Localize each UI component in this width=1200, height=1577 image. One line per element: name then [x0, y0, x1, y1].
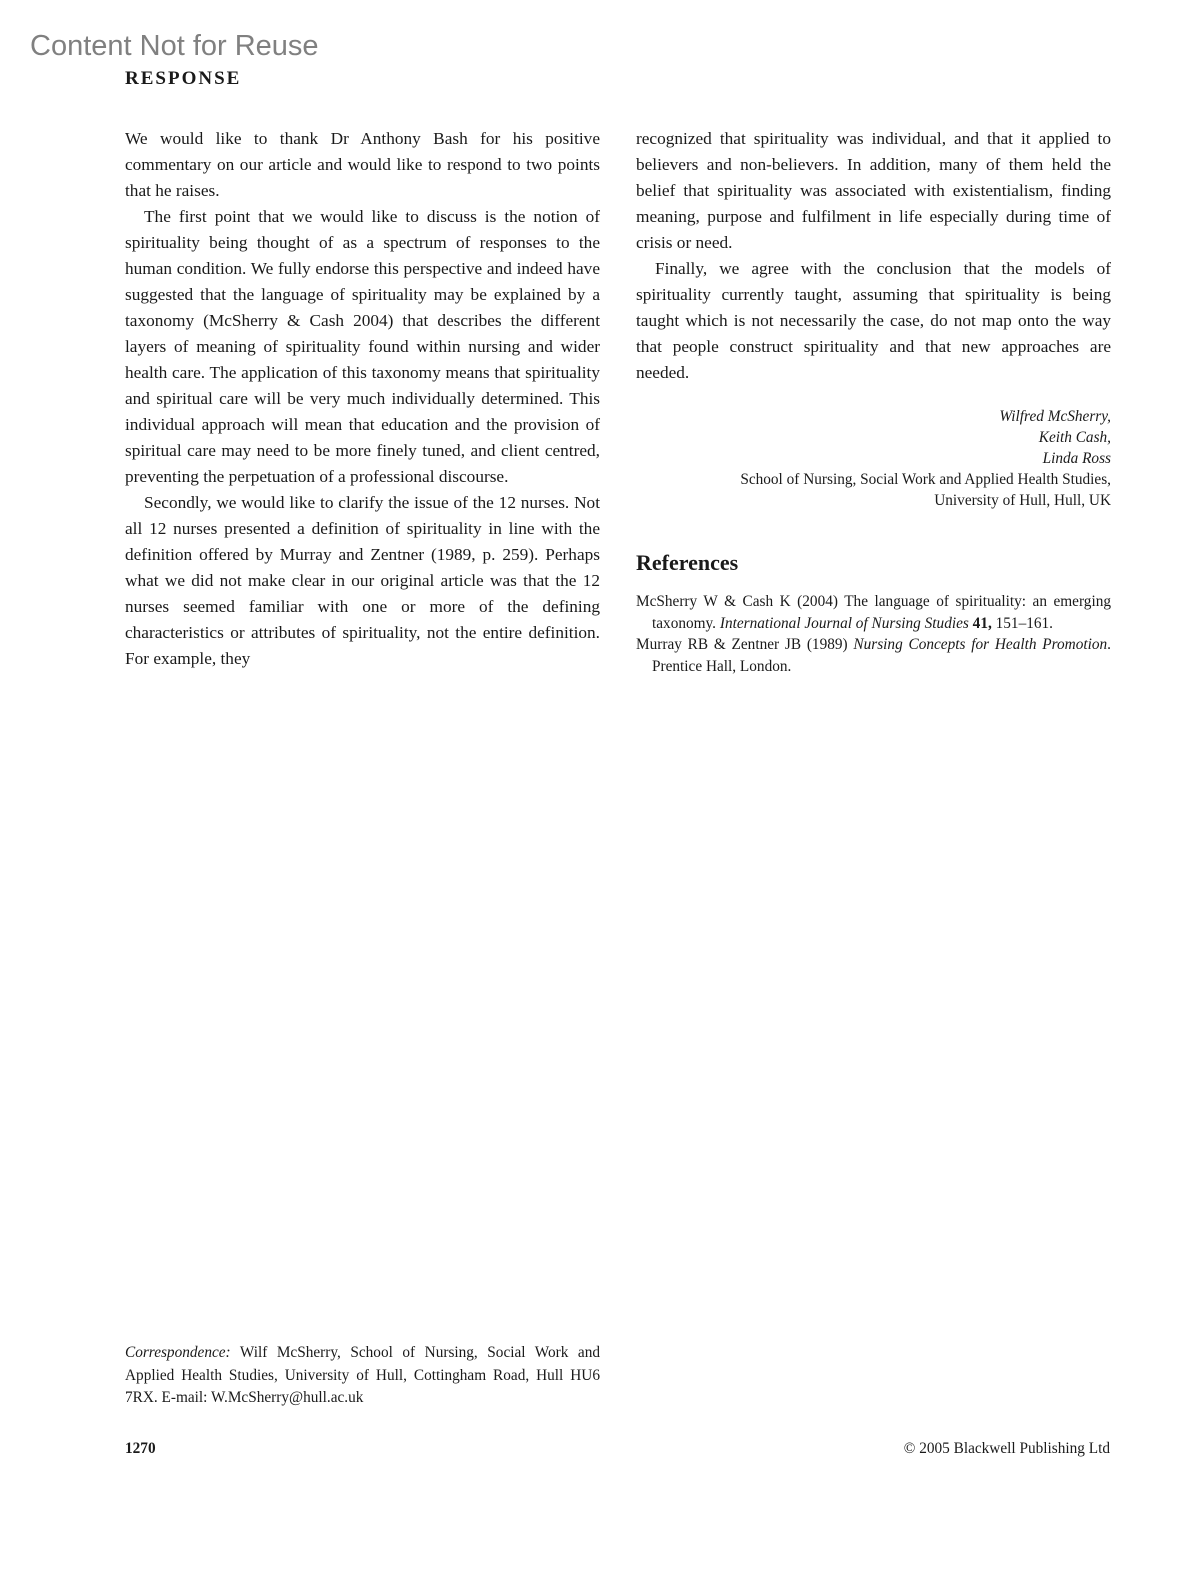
left-column — [125, 126, 600, 672]
reference-volume: 41, — [968, 614, 992, 632]
paragraph: recognized that spirituality was individual, and that it applied to believers and non-believers. In addition, many of them held the belief that spirituality was associated with existentialism, finding meaning, purpose and fulfilment in life especially during time of crisis or need. — [636, 129, 1111, 252]
reference-title: Nursing Concepts for Health Promotion — [853, 636, 1108, 653]
paragraph: The first point that we would like to discuss is the notion of spirituality being thought of as a spectrum of responses to the human condition. We fully endorse this perspective and indeed have suggested that the language of spirituality may be explained by a taxonomy (McSherry & Cash 2004) that describes the different layers of meaning of spirituality found within nursing and wider health care. The application of this taxonomy means that spirituality and spiritual care will be very much individually determined. This individual approach will mean that education and the provision of spiritual care may need to be more finely tuned, and client centred, preventing the perpetuation of a professional discourse. — [125, 207, 600, 486]
reference-text: McSherry W & Cash K (2004) The language of spirituality: an emerging taxonomy. — [636, 593, 1111, 632]
correspondence-label: Correspondence: — [125, 1344, 231, 1361]
references-heading: References — [636, 550, 739, 575]
copyright: © 2005 Blackwell Publishing Ltd — [903, 1440, 1110, 1457]
affiliation: School of Nursing, Social Work and Applied Health Studies, — [740, 471, 1111, 488]
reference-pages: 151–161. — [991, 614, 1053, 632]
reference-publisher: . Prentice Hall, London. — [652, 636, 1111, 675]
section-label: RESPONSE — [125, 68, 242, 89]
correspondence-note — [125, 1342, 600, 1410]
affiliation: University of Hull, Hull, UK — [934, 492, 1111, 509]
paragraph: We would like to thank Dr Anthony Bash for his positive commentary on our article and would like to respond to two points that he raises. — [125, 129, 600, 200]
paragraph: Finally, we agree with the conclusion that the models of spirituality currently taught, assuming that spirituality is being taught which is not necessarily the case, do not map onto the way that people construct spirituality and that new approaches are needed. — [636, 259, 1111, 382]
reference-journal: International Journal of Nursing Studies — [719, 614, 969, 632]
watermark: Content Not for Reuse — [30, 30, 319, 62]
author-name: Linda Ross — [1042, 450, 1111, 467]
reference-text: Murray RB & Zentner JB (1989) — [636, 636, 854, 653]
page-number: 1270 — [125, 1440, 156, 1457]
author-name: Keith Cash, — [1038, 429, 1111, 446]
signature-block — [636, 406, 1111, 511]
right-column — [636, 126, 1111, 677]
paragraph: Secondly, we would like to clarify the issue of the 12 nurses. Not all 12 nurses presented a definition of spirituality in line with the definition offered by Murray and Zentner (1989, p. 259). Perhaps what we did not make clear in our original article was that the 12 nurses seemed familiar with one or more of the defining characteristics or attributes of spirituality, not the entire definition. For example, they — [125, 493, 600, 668]
reference-item — [636, 634, 1111, 677]
correspondence-text: Wilf McSherry, School of Nursing, Social Work and Applied Health Studies, University of Hull, Cottingham Road, Hull HU6 7RX. E-mail: W.McSherry@hull.ac.uk — [125, 1344, 600, 1406]
reference-item — [636, 591, 1111, 634]
author-name: Wilfred McSherry, — [999, 408, 1111, 425]
